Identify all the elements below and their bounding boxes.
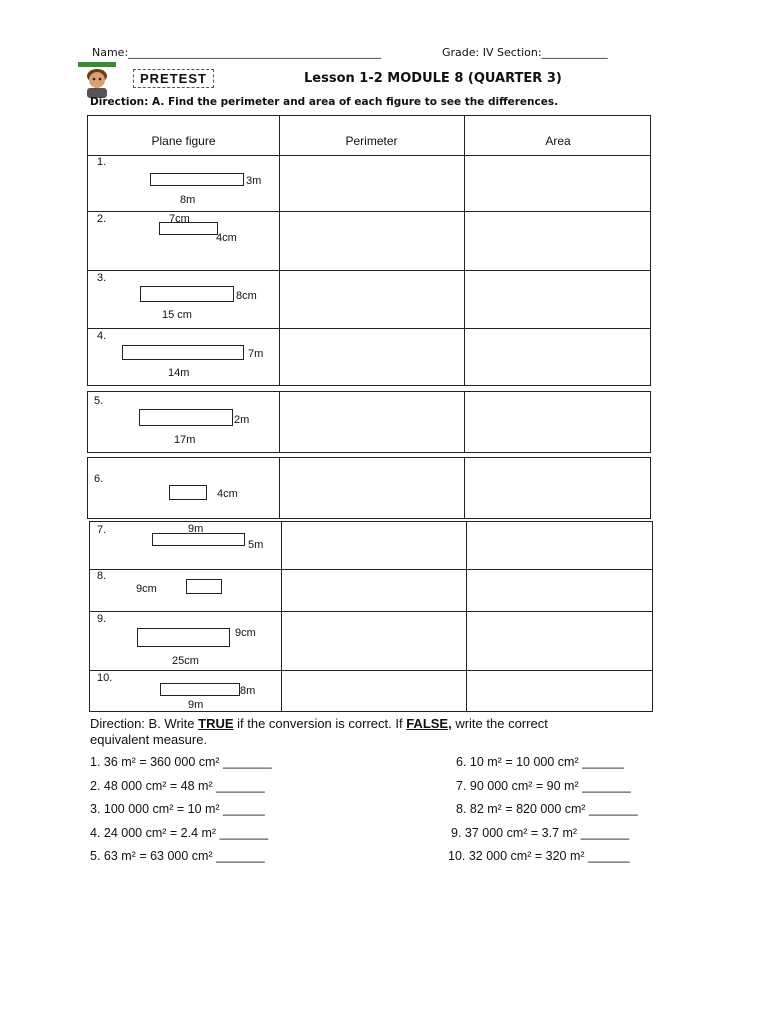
direction-b-text-3: write the correct [451,716,548,731]
question-item[interactable]: 10. 32 000 cm² = 320 m² ______ [448,849,630,863]
bottom-label: 8m [180,194,196,206]
bottom-label: 17m [174,434,196,446]
top-label: 9m [188,523,204,535]
true-keyword: TRUE [198,716,234,731]
question-item[interactable]: 8. 82 m² = 820 000 cm² _______ [456,802,638,816]
rectangle-figure [137,628,230,647]
row-number: 9. [97,613,107,625]
side-label: 7m [248,348,264,360]
direction-b-text-2: if the conversion is correct. If [233,716,407,731]
row-number: 4. [97,330,107,342]
grade-blank[interactable]: ____________ [541,46,608,59]
direction-b [90,716,650,748]
bottom-label: 14m [168,367,190,379]
side-label: 9cm [235,627,256,639]
side-label: 8m [240,685,256,697]
side-label: 2m [234,414,250,426]
grade-label: Grade: IV Section: [442,46,542,59]
square-figure [186,579,222,594]
bottom-label: 15 cm [162,309,192,321]
top-label: 7cm [169,213,190,225]
name-line [92,46,381,59]
rectangle-figure [159,222,218,235]
question-item[interactable]: 3. 100 000 cm² = 10 m² ______ [90,802,265,816]
direction-b-text-1: Direction: B. Write [90,716,199,731]
side-label: 4cm [216,232,237,244]
row-number: 3. [97,272,107,284]
rectangle-figure [122,345,244,360]
question-item[interactable]: 5. 63 m² = 63 000 cm² _______ [90,849,265,863]
left-label: 9cm [136,583,157,595]
side-label: 8cm [236,290,257,302]
side-label: 4cm [217,488,238,500]
table-block-1 [87,115,651,386]
lesson-title: Lesson 1-2 MODULE 8 (QUARTER 3) [304,71,562,86]
pretest-badge: PRETEST [133,69,214,88]
student-avatar-icon [78,62,116,98]
question-item[interactable]: 7. 90 000 cm² = 90 m² _______ [456,779,631,793]
question-item[interactable]: 4. 24 000 cm² = 2.4 m² _______ [90,826,269,840]
rectangle-figure [152,533,245,546]
rectangle-figure [139,409,233,426]
name-label: Name: [92,46,129,59]
rectangle-figure [160,683,240,696]
name-blank[interactable]: ______________________________________________ [128,46,382,59]
grade-line [442,46,608,59]
col-header-area: Area [545,134,571,148]
question-item[interactable]: 1. 36 m² = 360 000 cm² _______ [90,755,272,769]
bottom-label: 25cm [172,655,199,667]
false-keyword: FALSE, [406,716,452,731]
row-number: 7. [97,524,107,536]
col-header-perimeter: Perimeter [345,134,398,148]
question-item[interactable]: 6. 10 m² = 10 000 cm² ______ [456,755,624,769]
question-item[interactable]: 9. 37 000 cm² = 3.7 m² _______ [451,826,630,840]
row-number: 6. [94,473,104,485]
table-block-3 [87,457,651,519]
row-number: 1. [97,156,107,168]
table-block-2 [87,391,651,453]
rectangle-figure [150,173,244,186]
table-block-4 [89,521,653,712]
side-label: 3m [246,175,262,187]
col-header-plane-figure: Plane figure [151,134,216,148]
question-item[interactable]: 2. 48 000 cm² = 48 m² _______ [90,779,265,793]
square-figure [169,485,207,500]
rectangle-figure [140,286,234,302]
side-label: 5m [248,539,264,551]
bottom-label: 9m [188,699,204,711]
direction-b-text-4: equivalent measure. [90,732,208,747]
row-number: 5. [94,395,104,407]
row-number: 10. [97,672,113,684]
row-number: 8. [97,570,107,582]
row-number: 2. [97,213,107,225]
direction-a: Direction: A. Find the perimeter and area of each figure to see the differences. [90,96,559,108]
